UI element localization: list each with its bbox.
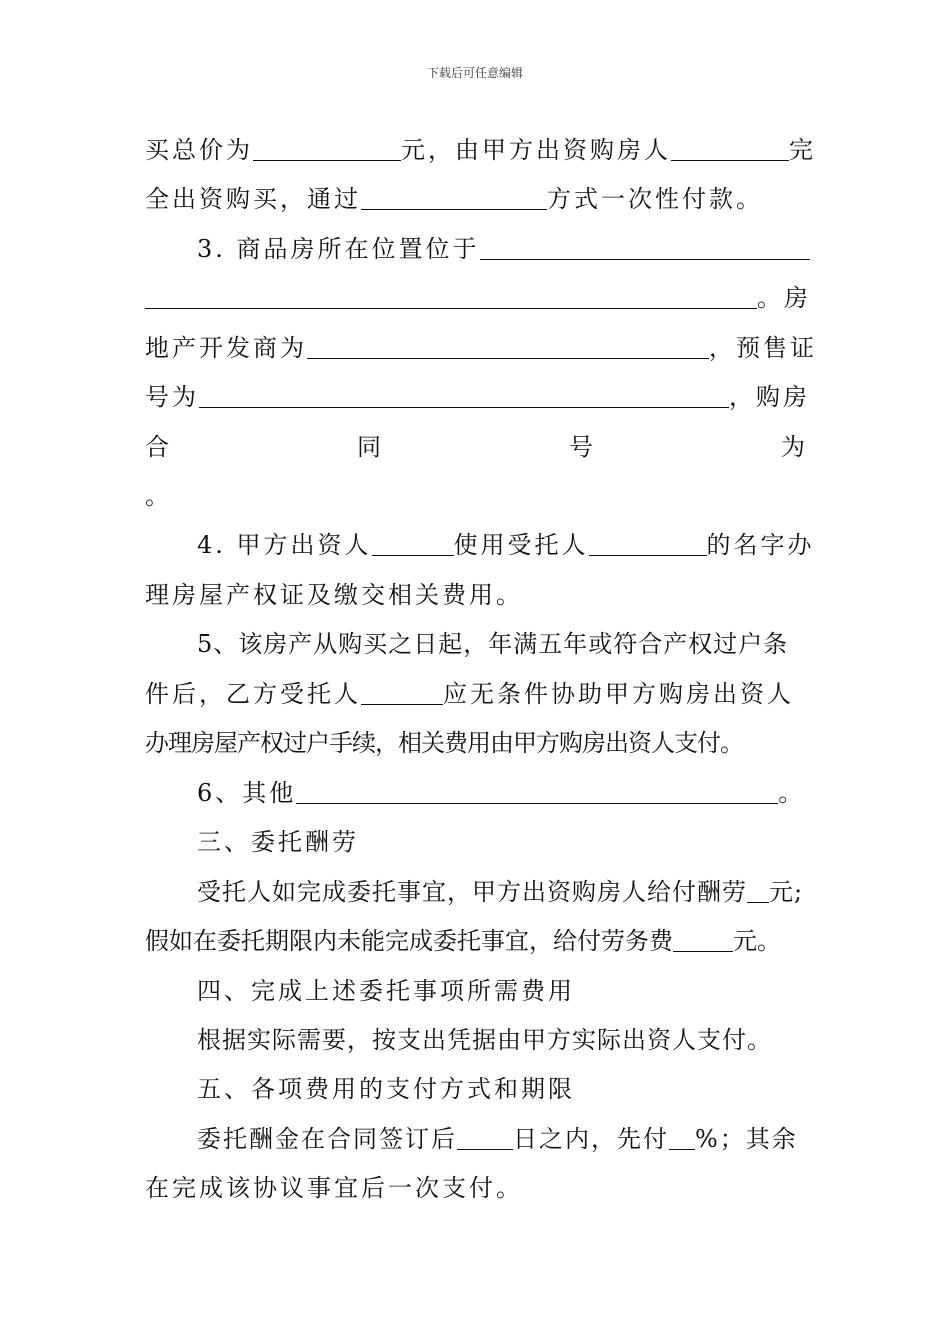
- blank-other[interactable]: [296, 781, 778, 804]
- blank-developer[interactable]: [307, 336, 709, 359]
- blank-service-fee[interactable]: [673, 929, 733, 952]
- line-12: 件后，乙方受托人 应无条件协助甲方购房出资人: [145, 680, 794, 708]
- line-9: 4. 甲方出资人 使用受托人 的名字办: [197, 531, 815, 559]
- line-13: 办理房屋产权过户手续，相关费用由甲方购房出资人支付。: [145, 729, 743, 757]
- line-7: 合 同 号 为: [145, 433, 805, 461]
- blank-total-price[interactable]: [253, 138, 401, 161]
- line-3: 3. 商品房所在位置位于: [197, 235, 810, 263]
- section-5-heading: 五、各项费用的支付方式和期限: [197, 1075, 575, 1103]
- line-16: 受托人如完成委托事宜，甲方出资购房人给付酬劳 元;: [197, 878, 804, 906]
- section-3-heading: 三、委托酬劳: [197, 828, 359, 856]
- blank-days[interactable]: [457, 1127, 513, 1150]
- line-22: 在完成该协议事宜后一次支付。: [145, 1174, 523, 1202]
- line-1: 买总价为 元，由甲方出资购房人 完: [145, 136, 816, 164]
- line-8: 。: [145, 482, 169, 510]
- section-4-heading: 四、完成上述委托事项所需费用: [197, 977, 575, 1005]
- blank-reward[interactable]: [747, 880, 769, 903]
- blank-funder[interactable]: [372, 533, 454, 556]
- page-header: 下载后可任意编辑: [426, 66, 523, 80]
- line-5: 地产开发商为 ，预售证: [145, 334, 817, 362]
- blank-location[interactable]: [480, 237, 810, 260]
- line-10: 理房屋产权证及缴交相关费用。: [145, 581, 523, 609]
- line-4: 。房: [145, 284, 811, 312]
- blank-presale-cert[interactable]: [199, 385, 729, 408]
- line-6: 号为 ，购房: [145, 383, 810, 411]
- blank-trustee[interactable]: [589, 533, 707, 556]
- line-21: 委托酬金在合同签订后 日之内，先付 %；其余: [197, 1125, 798, 1153]
- blank-percent[interactable]: [669, 1127, 695, 1150]
- line-2: 全出资购买，通过 方式一次性付款。: [145, 185, 763, 213]
- blank-buyer-name[interactable]: [671, 138, 789, 161]
- blank-location-cont[interactable]: [145, 286, 757, 309]
- line-19: 根据实际需要，按支出凭据由甲方实际出资人支付。: [197, 1026, 772, 1054]
- line-11: 5、该房产从购买之日起，年满五年或符合产权过户条: [197, 630, 789, 658]
- blank-trustee-2[interactable]: [361, 682, 443, 705]
- line-14: 6、其他 。: [197, 779, 806, 807]
- blank-payment-method[interactable]: [361, 187, 547, 210]
- line-17: 假如在委托期限内未能完成委托事宜，给付劳务费 元。: [145, 927, 781, 955]
